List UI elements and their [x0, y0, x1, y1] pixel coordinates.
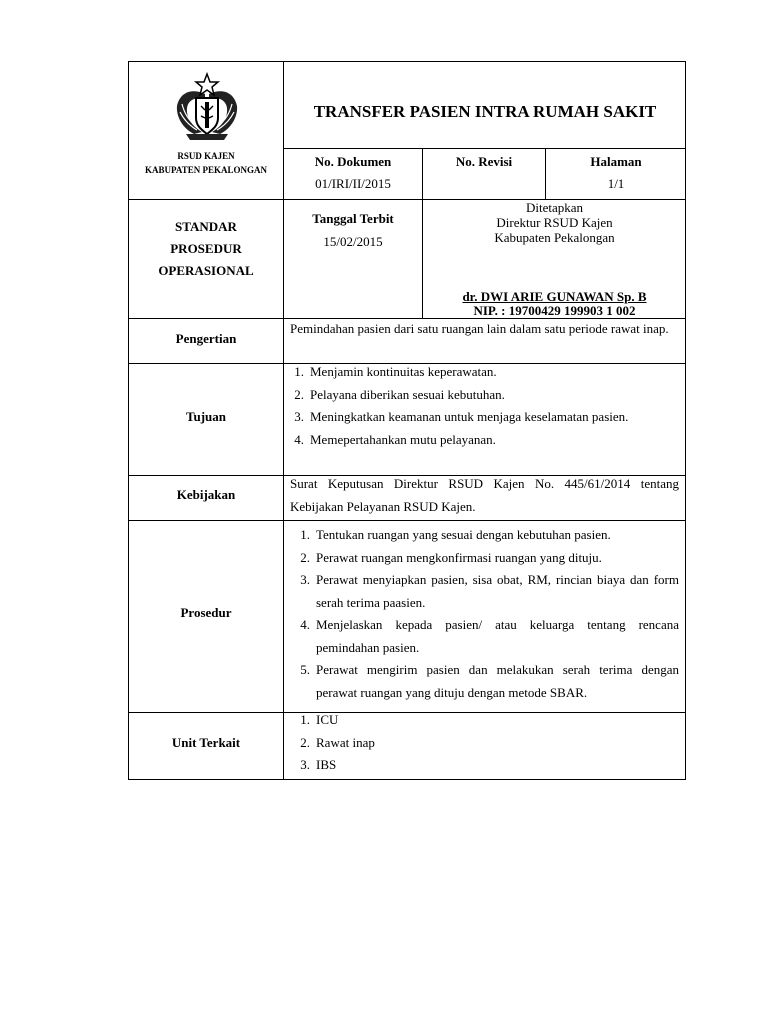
org-region: KABUPATEN PEKALONGAN: [145, 165, 267, 175]
title-row-bottom: [283, 148, 686, 149]
pengertian-text: Pemindahan pasien dari satu ruangan lain dalam satu periode rawat inap.: [290, 321, 669, 336]
pengertian-label: Pengertian: [175, 331, 237, 346]
halaman-label: Halaman: [590, 154, 642, 169]
kebijakan-label: Kebijakan: [176, 487, 236, 502]
prosedur-label: Prosedur: [180, 605, 232, 620]
list-item: 5. Perawat mengirim pasien dan melakukan serah terima dengan perawat ruangan yang dituju dengan metode SBAR.: [300, 662, 679, 700]
list-item: 3. Perawat menyiapkan pasien, sisa obat, RM, rincian biaya dan form serah terima paasien.: [300, 572, 679, 610]
list-item: 1. Menjamin kontinuitas keperawatan.: [294, 364, 497, 379]
list-item: 4. Memepertahankan mutu pelayanan.: [294, 431, 496, 447]
tujuan-list: [284, 361, 679, 451]
jabatan-line-2: Kabupaten Pekalongan: [494, 230, 615, 245]
no-dokumen-value: 01/IRI/II/2015: [315, 176, 391, 191]
list-item: 4. Menjelaskan kepada pasien/ atau keluarga tentang rencana pemindahan pasien.: [300, 617, 679, 655]
unit-terkait-list: [290, 709, 679, 777]
sop-line-2: PROSEDUR: [170, 241, 242, 256]
kebijakan-text: Surat Keputusan Direktur RSUD Kajen No. 445/61/2014 tentang Kebijakan Pelayanan RSUD Kajen.: [290, 476, 679, 514]
tanggal-terbit-label: Tanggal Terbit: [312, 211, 394, 226]
list-item: 1. Tentukan ruangan yang sesuai dengan kebutuhan pasien.: [300, 527, 611, 542]
org-name: RSUD KAJEN: [177, 151, 235, 161]
list-item: 3. IBS: [300, 757, 337, 772]
document-title: TRANSFER PASIEN INTRA RUMAH SAKIT: [313, 102, 657, 121]
kebijakan-row-bottom: [128, 520, 686, 521]
list-item: 2. Pelayana diberikan sesuai kebutuhan.: [294, 386, 505, 402]
sop-line-3: OPERASIONAL: [158, 263, 254, 278]
unit-terkait-label: Unit Terkait: [171, 735, 241, 750]
halaman-value: 1/1: [607, 176, 625, 191]
jabatan-line-1: Direktur RSUD Kajen: [496, 215, 613, 230]
list-item: 3. Meningkatkan keamanan untuk menjaga keselamatan pasien.: [294, 409, 629, 424]
tanggal-terbit-value: 15/02/2015: [323, 234, 383, 249]
ditetapkan-label: Ditetapkan: [525, 200, 584, 215]
signer-name: dr. DWI ARIE GUNAWAN Sp. B: [462, 289, 647, 304]
regency-emblem-icon: [172, 72, 242, 142]
list-item: 2. Perawat ruangan mengkonfirmasi ruangan yang dituju.: [300, 549, 602, 565]
signer-nip: NIP. : 19700429 199903 1 002: [473, 303, 636, 318]
prosedur-list: [290, 524, 679, 704]
list-item: 2. Rawat inap: [300, 734, 375, 750]
sop-line-1: STANDAR: [175, 219, 237, 234]
list-item: 1. ICU: [300, 712, 339, 727]
no-dokumen-label: No. Dokumen: [314, 154, 392, 169]
no-revisi-label: No. Revisi: [455, 154, 513, 169]
tujuan-label: Tujuan: [186, 409, 226, 424]
